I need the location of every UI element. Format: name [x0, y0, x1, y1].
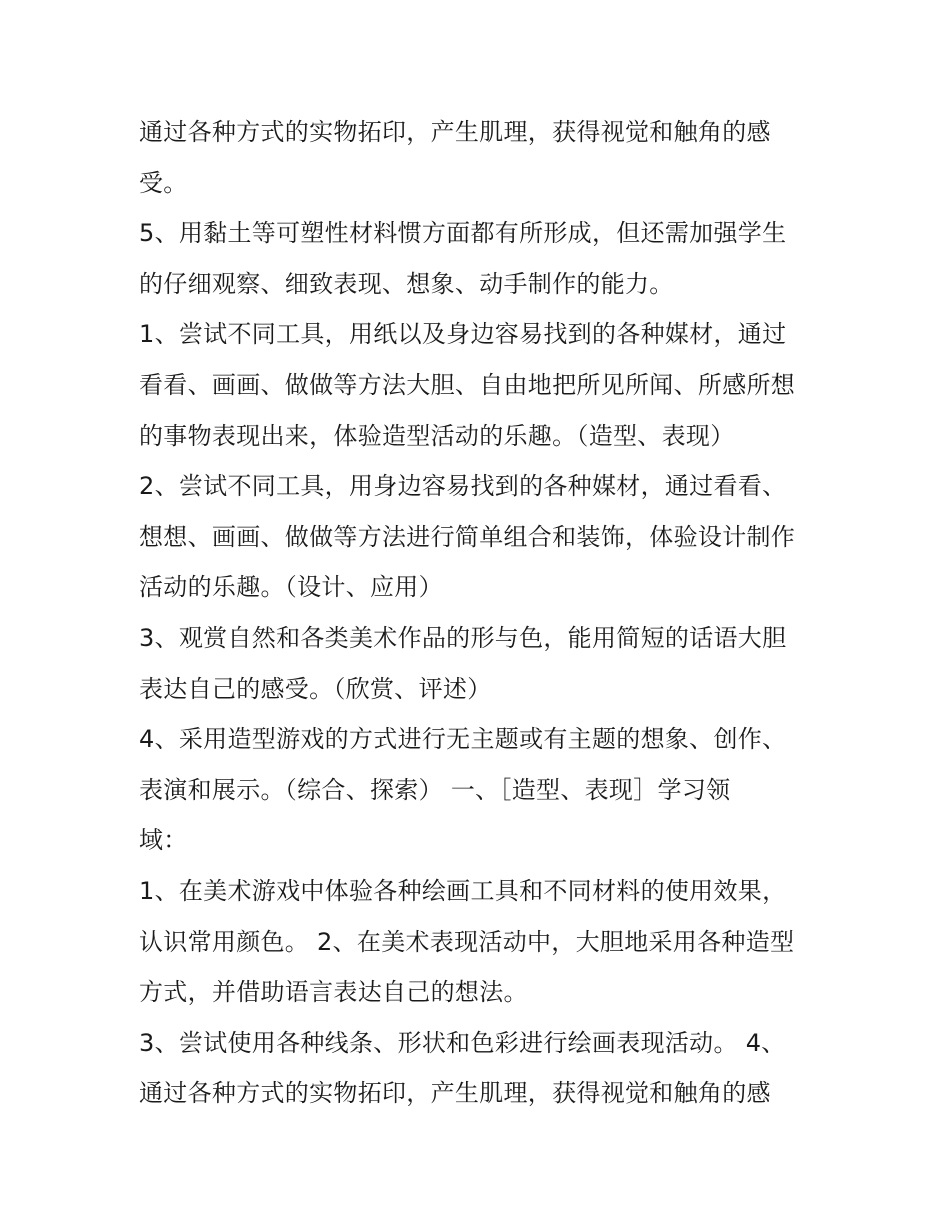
text-line: 域： — [139, 826, 188, 855]
text-line: 活动的乐趣。（设计、应用） — [139, 573, 443, 602]
text-line: 2、尝试不同工具，用身边容易找到的各种媒材，通过看看、 — [139, 472, 787, 501]
text-line: 3、尝试使用各种线条、形状和色彩进行绘画表现活动。 4、 — [139, 1028, 786, 1057]
text-line: 表达自己的感受。（欣赏、评述） — [139, 674, 492, 703]
text-line: 3、观赏自然和各类美术作品的形与色，能用简短的话语大胆 — [139, 623, 787, 652]
text-line: 表演和展示。（综合、探索） 一、［造型、表现］学习领 — [139, 775, 731, 804]
text-line: 方式，并借助语言表达自己的想法。 — [139, 978, 528, 1007]
text-line: 看看、画画、做做等方法大胆、自由地把所见所闻、所感所想 — [139, 370, 796, 399]
text-line: 4、采用造型游戏的方式进行无主题或有主题的想象、创作、 — [139, 725, 787, 754]
text-line: 通过各种方式的实物拓印，产生肌理，获得视觉和触角的感 — [139, 118, 771, 146]
text-line: 受。 — [139, 168, 188, 197]
text-line: 的事物表现出来，体验造型活动的乐趣。（造型、表现） — [139, 421, 735, 450]
text-line: 5、用黏土等可塑性材料惯方面都有所形成，但还需加强学生 — [139, 219, 787, 248]
text-line: 的仔细观察、细致表现、想象、动手制作的能力。 — [139, 269, 674, 298]
document-body — [139, 107, 829, 1119]
text-line: 通过各种方式的实物拓印，产生肌理，获得视觉和触角的感 — [139, 1079, 771, 1108]
text-line: 想想、画画、做做等方法进行简单组合和装饰，体验设计制作 — [139, 522, 796, 551]
text-line: 1、尝试不同工具，用纸以及身边容易找到的各种媒材，通过 — [139, 320, 787, 349]
text-line: 1、在美术游戏中体验各种绘画工具和不同材料的使用效果， — [139, 876, 787, 905]
text-line: 认识常用颜色。 2、在美术表现活动中，大胆地采用各种造型 — [139, 927, 795, 956]
